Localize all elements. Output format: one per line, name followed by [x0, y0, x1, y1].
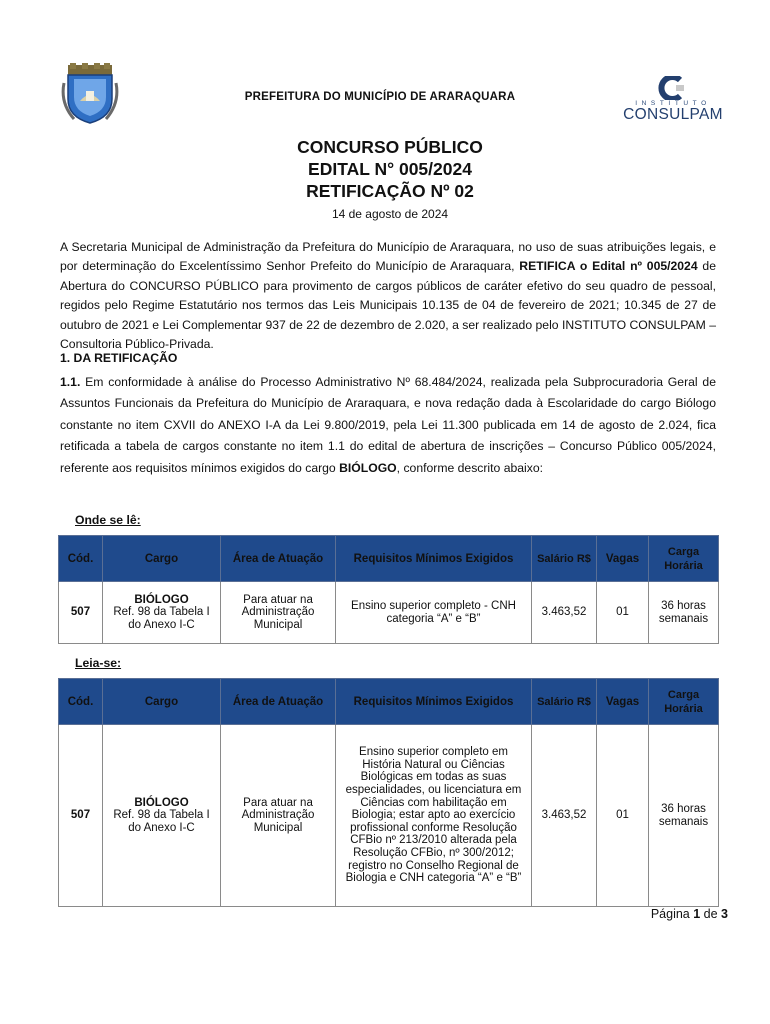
title-line-3: RETIFICAÇÃO Nº 02: [306, 181, 474, 201]
section-heading: 1. DA RETIFICAÇÃO: [60, 351, 178, 365]
leia-se-label: Leia-se:: [75, 656, 122, 670]
item-number: 1.1.: [60, 375, 81, 389]
header-carga: Carga Horária: [649, 679, 719, 725]
document-titles: [160, 136, 620, 202]
cargo-ref: Ref. 98 da Tabela I do Anexo I-C: [113, 606, 210, 631]
cell-requisitos: Ensino superior completo em História Natural ou Ciências Biológicas em todas as suas especialidades, ou licenciatura em Ciências com habilitação em Biologia; estar apto ao exercício profissional conforme Resolução CFBio nº 213/2010 alterada pela Resolução CFBio, nº 300/2012; registro no Conselho Regional de Biologia e CNH categoria “A” e “B”: [336, 725, 532, 907]
page-current: 1: [693, 907, 701, 921]
intro-text-1: A Secretaria Municipal de Administração da Prefeitura do Município de Araraquara, no uso de suas atribuições legais, e por determinação do Excelentíssimo Senhor Prefeito do Município de Araraquara,: [60, 240, 716, 274]
cell-requisitos: Ensino superior completo - CNH categoria “A” e “B”: [336, 582, 532, 644]
header-salario: Salário R$: [532, 679, 597, 725]
cell-area: Para atuar na Administração Municipal: [221, 582, 336, 644]
header-requisitos: Requisitos Mínimos Exigidos: [336, 536, 532, 582]
logo-big-text: CONSULPAM: [623, 106, 723, 123]
cell-area: Para atuar na Administração Municipal: [221, 725, 336, 907]
cell-cargo: [103, 582, 221, 644]
header-cargo: Cargo: [103, 536, 221, 582]
cargo-ref: Ref. 98 da Tabela I do Anexo I-C: [113, 809, 210, 834]
cell-vagas: 01: [597, 725, 649, 907]
cargos-table-onde-se-le: [58, 535, 719, 644]
table-header-row: [59, 536, 719, 582]
header-vagas: Vagas: [597, 536, 649, 582]
header-requisitos: Requisitos Mínimos Exigidos: [336, 679, 532, 725]
cell-vagas: 01: [597, 582, 649, 644]
consulpam-logo: [618, 76, 728, 122]
cargo-title: BIÓLOGO: [134, 593, 189, 606]
header-cod: Cód.: [59, 536, 103, 582]
cell-cargo: [103, 725, 221, 907]
table-header-row: [59, 679, 719, 725]
header-cod: Cód.: [59, 679, 103, 725]
item-text-2: , conforme descrito abaixo:: [396, 460, 543, 475]
item-1-1-paragraph: [60, 372, 716, 479]
onde-se-le-label: Onde se lê:: [75, 513, 141, 527]
intro-bold: RETIFICA o Edital nº 005/2024: [519, 259, 698, 274]
intro-paragraph: [60, 238, 716, 354]
cargos-table-leia-se: [58, 678, 719, 907]
header-carga: Carga Horária: [649, 536, 719, 582]
table-row: [59, 725, 719, 907]
logo-small-text: INSTITUTO: [635, 100, 711, 107]
header-vagas: Vagas: [597, 679, 649, 725]
cell-carga: 36 horas semanais: [649, 582, 719, 644]
item-text-1: Em conformidade à análise do Processo Administrativo Nº 68.484/2024, realizada pela Subprocuradoria Geral de Assuntos Funcionais da Prefeitura do Município de Araraquara, e nova redação dada à Escolaridade do cargo Biólogo constante no item CXVII do ANEXO I-A da Lei 9.800/2019, pela Lei 11.300 publicada em 14 de agosto de 2.024, fica retificada a tabela de cargos constante no item 1.1 do edital de abertura de inscrições – Concurso Público 005/2024, referente aos requisitos mínimos exigidos do cargo: [60, 375, 716, 475]
page-number: [651, 907, 728, 921]
header-salario: Salário R$: [532, 536, 597, 582]
cargo-title: BIÓLOGO: [134, 796, 189, 809]
page-mid: de: [700, 907, 722, 921]
table-row: [59, 582, 719, 644]
intro-text-2: de Abertura do CONCURSO PÚBLICO para provimento de cargos públicos de caráter efetivo do seu quadro de pessoal, regidos pelo Regime Estatutário nos termos das Leis Municipais 10.135 de 04 de fevereiro de 2021; 10.345 de 27 de outubro de 2021 e Lei Complementar 937 de 22 de dezembro de 2.020, a ser realizado pelo INSTITUTO CONSULPAM – Consultoria Público-Privada.: [60, 259, 716, 352]
cell-cod: 507: [59, 582, 103, 644]
title-line-1: CONCURSO PÚBLICO: [297, 137, 483, 157]
page-prefix: Página: [650, 907, 694, 921]
title-line-2: EDITAL N° 005/2024: [308, 159, 472, 179]
consulpam-mark-icon: [656, 76, 684, 100]
city-coat-of-arms-icon: [60, 63, 120, 125]
page-total: 3: [721, 907, 728, 921]
item-bold: BIÓLOGO: [339, 460, 397, 475]
cell-salario: 3.463,52: [532, 582, 597, 644]
document-date: 14 de agosto de 2024: [331, 207, 449, 221]
municipality-header: PREFEITURA DO MUNICÍPIO DE ARARAQUARA: [244, 91, 516, 103]
cell-cod: 507: [59, 725, 103, 907]
cell-salario: 3.463,52: [532, 725, 597, 907]
header-area: Área de Atuação: [221, 536, 336, 582]
cell-carga: 36 horas semanais: [649, 725, 719, 907]
header-area: Área de Atuação: [221, 679, 336, 725]
header-cargo: Cargo: [103, 679, 221, 725]
